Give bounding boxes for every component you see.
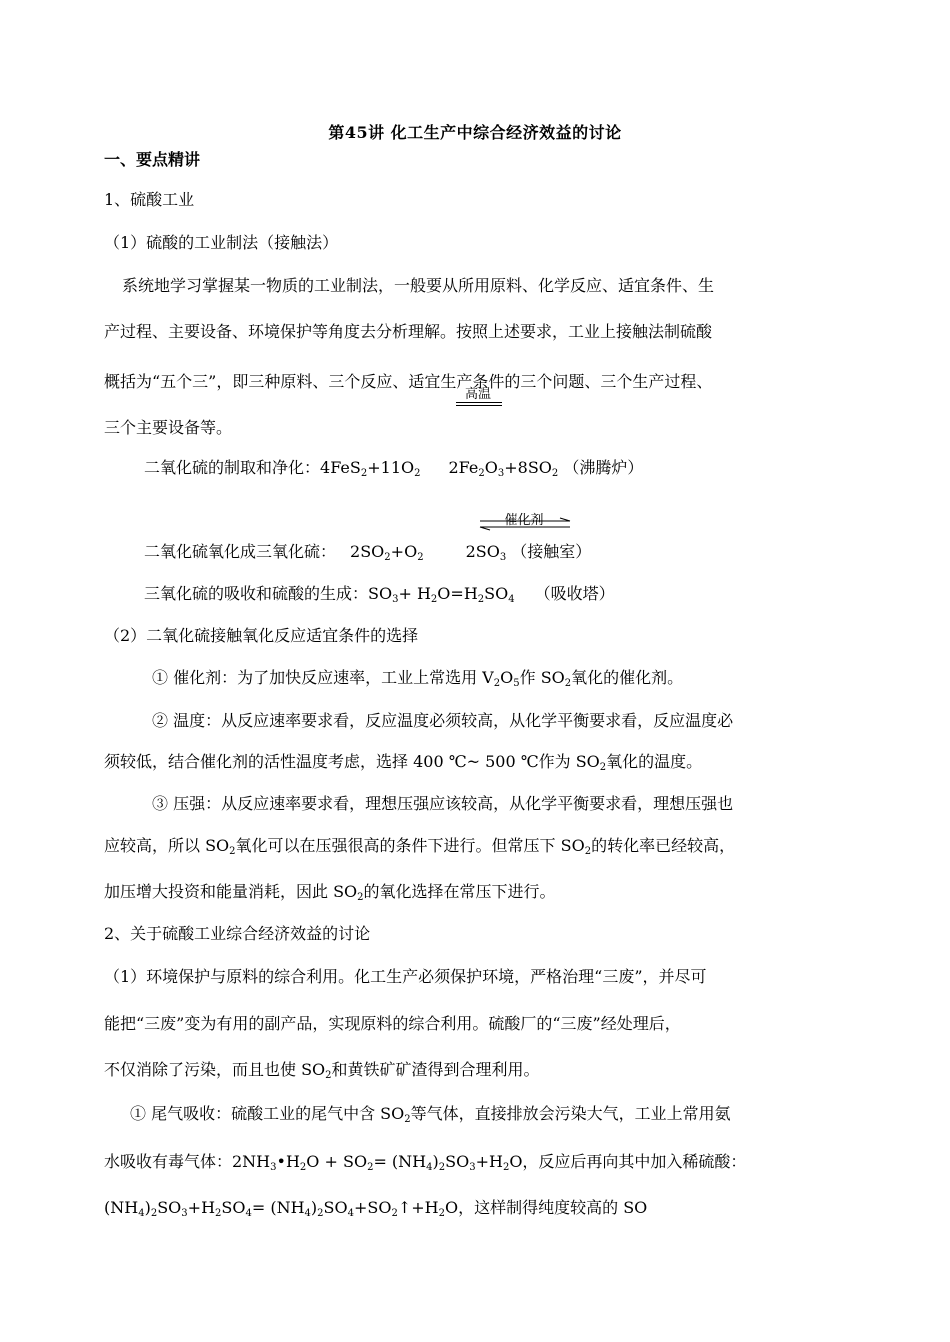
equation-label: 二氧化硫的制取和净化： [144,458,321,477]
paragraph-line: 须较低，结合催化剂的活性温度考虑，选择 400 ℃~ 500 ℃作为 $SO_2$氧化的温度。 [104,752,703,773]
reversible-arrow-icon [474,518,574,532]
page-title: 第45讲 化工生产中综合经济效益的讨论 [328,123,622,142]
reactants: $2SO_2+O_2$ [350,542,424,563]
subheading-contact-process: （1）硫酸的工业制法（接触法） [104,233,339,252]
paragraph-line: 三个主要设备等。 [104,418,233,437]
device-label: （沸腾炉） [563,458,644,477]
paragraph-line: 能把“三废”变为有用的副产品，实现原料的综合利用。硫酸厂的“三废”经处理后， [104,1014,681,1033]
paragraph-line: （1）环境保护与原料的综合利用。化工生产必须保护环境，严格治理“三废”，并尽可 [104,967,707,986]
condition-temperature: ② 温度：从反应速率要求看，反应温度必须较高，从化学平衡要求看，反应温度必 [152,711,734,730]
paragraph-line: 产过程、主要设备、环境保护等角度去分析理解。按照上述要求，工业上接触法制硫酸 [104,322,713,341]
paragraph-line: 水吸收有毒气体：$2NH_3•H_2O + SO_2= (NH_4)_2SO_3+H_2O$，反应后再向其中加入稀硫酸： [104,1152,747,1173]
products: $2Fe_2O_3+8SO_2$ [448,458,559,479]
equation-label: 三氧化硫的吸收和硫酸的生成： [144,584,369,603]
equation-sulfur-trioxide-formation [144,540,591,564]
section-heading: 一、要点精讲 [104,150,201,169]
paragraph-line: 概括为“五个三”，即三种原料、三个反应、适宜生产条件的三个问题、三个生产过程、 [104,372,713,391]
reaction-condition: 催化剂 [504,513,544,528]
equation-bar [456,402,502,403]
reaction-condition: 高温 [464,387,491,402]
products: $2SO_3$ [465,542,507,563]
paragraph-line: 不仅消除了污染，而且也使 $SO_2$和黄铁矿矿渣得到合理利用。 [104,1060,540,1081]
reactants: $4FeS_2+11O_2$ [320,458,421,479]
paragraph-line: ① 尾气吸收：硫酸工业的尾气中含 $SO_2$等气体，直接排放会污染大气，工业上常用氨 [130,1104,731,1125]
condition-pressure: ③ 压强：从反应速率要求看，理想压强应该较高，从化学平衡要求看，理想压强也 [152,794,734,813]
device-label: （接触室） [511,542,592,561]
paragraph-line: 加压增大投资和能量消耗，因此 $SO_2$的氧化选择在常压下进行。 [104,882,556,903]
paragraph-line: 系统地学习掌握某一物质的工业制法，一般要从所用原料、化学反应、适宜条件、生 [122,276,715,295]
equation-sulfuric-acid-formation [144,582,615,606]
item-heading-sulfuric-acid: 1、硫酸工业 [104,190,195,209]
equation-label: 二氧化硫氧化成三氧化硫： [144,542,337,561]
item-heading-economic-benefit: 2、关于硫酸工业综合经济效益的讨论 [104,924,371,943]
condition-catalyst: ① 催化剂：为了加快反应速率，工业上常选用 $V_2O_5$作 $SO_2$氧化的催化剂。 [152,668,684,689]
formula: $SO_3+ H_2O=H_2SO_4$ [368,584,515,605]
equation-bar [456,405,502,406]
paragraph-line: 应较高，所以 $SO_2$氧化可以在压强很高的条件下进行。但常压下 $SO_2$的转化率已经较高， [104,836,736,857]
subheading-conditions: （2）二氧化硫接触氧化反应适宜条件的选择 [104,626,419,645]
paragraph-line: $(NH_4)_2SO_3+H_2SO_4=$ $(NH_4)_2SO_4+SO_2↑+H_2O$，这样制得纯度较高的 SO [104,1198,648,1219]
device-label: （吸收塔） [534,584,615,603]
equation-sulfur-dioxide-production [144,456,643,480]
